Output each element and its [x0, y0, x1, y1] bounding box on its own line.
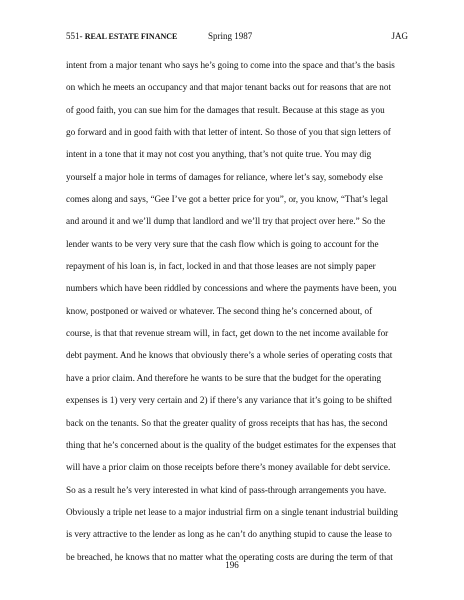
page-number: 196	[225, 560, 239, 570]
text-line: back on the tenants. So that the greater quality of gross receipts that has has, the second	[66, 417, 388, 428]
text-line: lender wants to be very very sure that the cash flow which is going to account for the	[66, 238, 379, 249]
text-line: thing that he’s concerned about is the quality of the budget estimates for the expenses that	[66, 439, 396, 450]
text-line: intent in a tone that it may not cost you anything, that’s not quite true. You may dig	[66, 149, 372, 160]
text-line: intent from a major tenant who says he’s going to come into the space and that’s the basis	[66, 60, 395, 70]
text-line: yourself a major hole in terms of damages for reliance, where let’s say, somebody else	[66, 171, 383, 182]
text-line: and around it and we’ll dump that landlord and we’ll try that project over here.” So the	[66, 216, 386, 227]
text-line: on which he meets an occupancy and that major tenant backs out for reasons that are not	[66, 82, 392, 93]
course-label	[66, 30, 177, 43]
text-line: So as a result he’s very interested in what kind of pass-through arrangements you have.	[66, 484, 387, 495]
text-line: go forward and in good faith with that letter of intent. So those of you that sign letters of	[66, 127, 391, 138]
text-line: of good faith, you can sue him for the damages that result. Because at this stage as you	[66, 104, 385, 115]
text-line: course, is that that revenue stream will, in fact, get down to the net income available for	[66, 328, 389, 339]
text-line: numbers which have been riddled by concessions and where the payments have been, you	[66, 283, 397, 294]
text-line: comes along and says, “Gee I’ve got a better price for you”, or, you know, “That’s legal	[66, 194, 389, 205]
text-line: know, postponed or waived or whatever. The second thing he’s concerned about, of	[66, 305, 373, 316]
text-line: will have a prior claim on those receipts before there’s money available for debt service.	[66, 462, 391, 473]
text-line: expenses is 1) very very certain and 2) if there’s any variance that it’s going to be shifted	[66, 395, 392, 406]
page-header	[66, 30, 408, 42]
text-line: repayment of his loan is, in fact, locked in and that those leases are not simply paper	[66, 261, 376, 272]
text-line: be breached, he knows that no matter what the operating costs are during the term of that	[66, 551, 393, 562]
text-line: have a prior claim. And therefore he wants to be sure that the budget for the operating	[66, 372, 382, 383]
text-line: debt payment. And he knows that obviously there’s a whole series of operating costs that	[66, 350, 393, 361]
course-title: REAL ESTATE FINANCE	[84, 32, 178, 41]
transcript-body	[66, 59, 412, 573]
author-initials: JAG	[391, 31, 408, 41]
text-line: is very attractive to the lender as long as he can’t do anything stupid to cause the lease to	[66, 529, 392, 540]
text-line: Obviously a triple net lease to a major industrial firm on a single tenant industrial building	[66, 506, 398, 517]
term-label: Spring 1987	[208, 31, 253, 41]
course-number: 551-	[66, 31, 85, 41]
